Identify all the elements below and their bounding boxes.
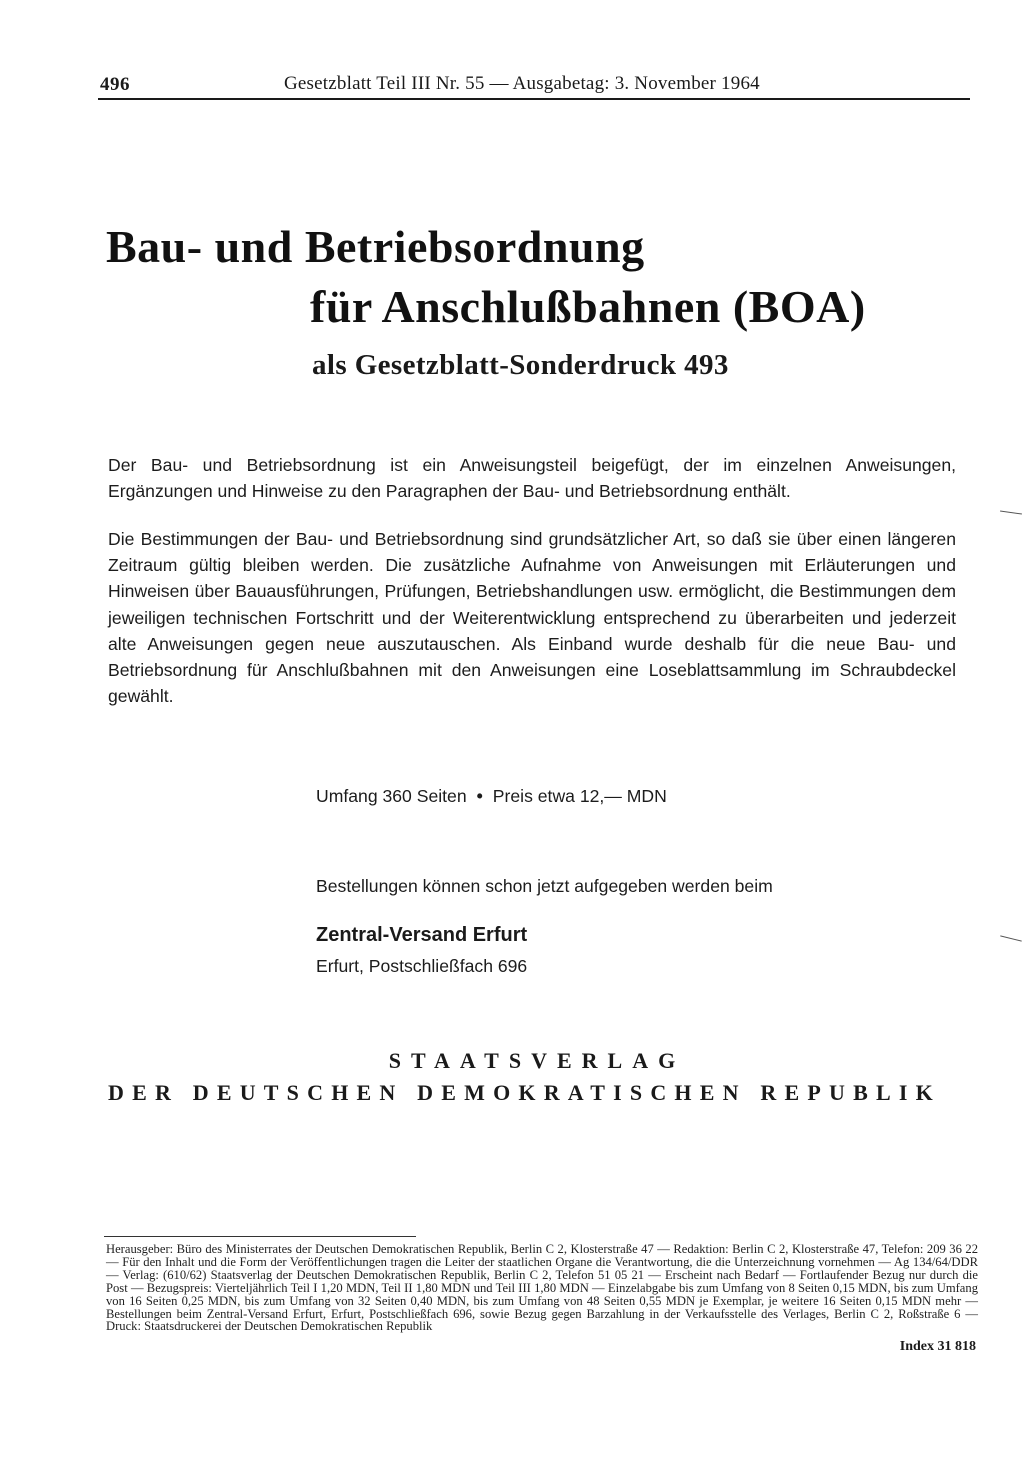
title-line-2: für Anschlußbahnen (BOA)	[310, 281, 866, 332]
order-note: Bestellungen können schon jetzt aufgegeben werden beim	[316, 876, 773, 896]
scan-mark-right-lower	[1000, 935, 1022, 941]
subtitle: als Gesetzblatt-Sonderdruck 493	[312, 349, 729, 381]
header-divider	[98, 98, 970, 100]
publisher-line-1: STAATSVERLAG	[388, 1048, 686, 1073]
index-code: Index 31 818	[899, 1339, 976, 1354]
volume-text: Umfang 360 Seiten	[316, 786, 467, 806]
distributor-name: Zentral-Versand Erfurt	[316, 924, 528, 946]
running-header: Gesetzblatt Teil III Nr. 55 — Ausgabetag: 3. November 1964	[284, 73, 760, 94]
title-line-1: Bau- und Betriebsordnung	[106, 221, 645, 272]
separator-dot: •	[476, 786, 483, 806]
publisher-line-2: DER DEUTSCHEN DEMOKRATISCHEN REPUBLIK	[108, 1080, 941, 1105]
paragraph-2: Die Bestimmungen der Bau- und Betriebsordnung sind grundsätzlicher Art, so daß sie über einen längeren Zeitraum gültig bleiben werden. Die zusätzliche Aufnahme von Anweisungen mit Erläuterungen und Hinweisen über Bauausführungen, Prüfungen, Betriebshandlungen usw. ermöglicht, die Bestimmungen dem jeweiligen technischen Fortschritt und der Weiterentwicklung entsprechend zu überarbeiten und jederzeit alte Anweisungen gegen neue auszutauschen. Als Einband wurde deshalb für die neue Bau- und Betriebsordnung für Anschlußbahnen mit den Anweisungen eine Loseblattsammlung im Schraubdeckel gewählt.	[108, 529, 956, 707]
imprint-text: Herausgeber: Büro des Ministerrates der Deutschen Demokratischen Republik, Berlin C 2, Klosterstraße 47 — Redaktion: Berlin C 2, Klosterstraße 47, Telefon: 209 36 22 — Für den Inhalt und die Form der Veröffentlichungen tragen die Leiter der staatlichen Organe die Verantwortung, die die Unterzeichnung vornehmen — Ag 134/64/DDR — Verlag: (610/62) Staatsverlag der Deutschen Demokratischen Republik, Berlin C 2, Telefon 51 05 21 — Erscheint nach Bedarf — Fortlaufender Bezug nur durch die Post — Bezugspreis: Vierteljährlich Teil I 1,20 MDN, Teil II 1,80 MDN und Teil III 1,80 MDN — Einzelabgabe bis zum Umfang von 8 Seiten 0,15 MDN, bis zum Umfang von 16 Seiten 0,25 MDN, bis zum Umfang von 32 Seiten 0,40 MDN, bis zum Umfang von 48 Seiten 0,55 MDN je Exemplar, je weitere 16 Seiten 0,15 MDN mehr — Bestellungen beim Zentral-Versand Erfurt, Erfurt, Postschließfach 696, sowie Bezug gegen Barzahlung in der Verkaufsstelle des Verlages, Berlin C 2, Roßstraße 6 — Druck: Staatsdruckerei der Deutschen Demokratischen Republik	[106, 1242, 978, 1334]
distributor-address: Erfurt, Postschließfach 696	[316, 956, 528, 976]
price-text: Preis etwa 12,— MDN	[492, 786, 667, 806]
paragraph-1: Der Bau- und Betriebsordnung ist ein Anweisungsteil beigefügt, der im einzelnen Anweisungen, Ergänzungen und Hinweise zu den Paragraphen der Bau- und Betriebsordnung enthält.	[108, 455, 956, 502]
page-number: 496	[100, 74, 130, 95]
imprint-divider	[104, 1236, 416, 1237]
volume-price-line	[316, 786, 667, 807]
scan-mark-right-upper	[1000, 510, 1022, 514]
